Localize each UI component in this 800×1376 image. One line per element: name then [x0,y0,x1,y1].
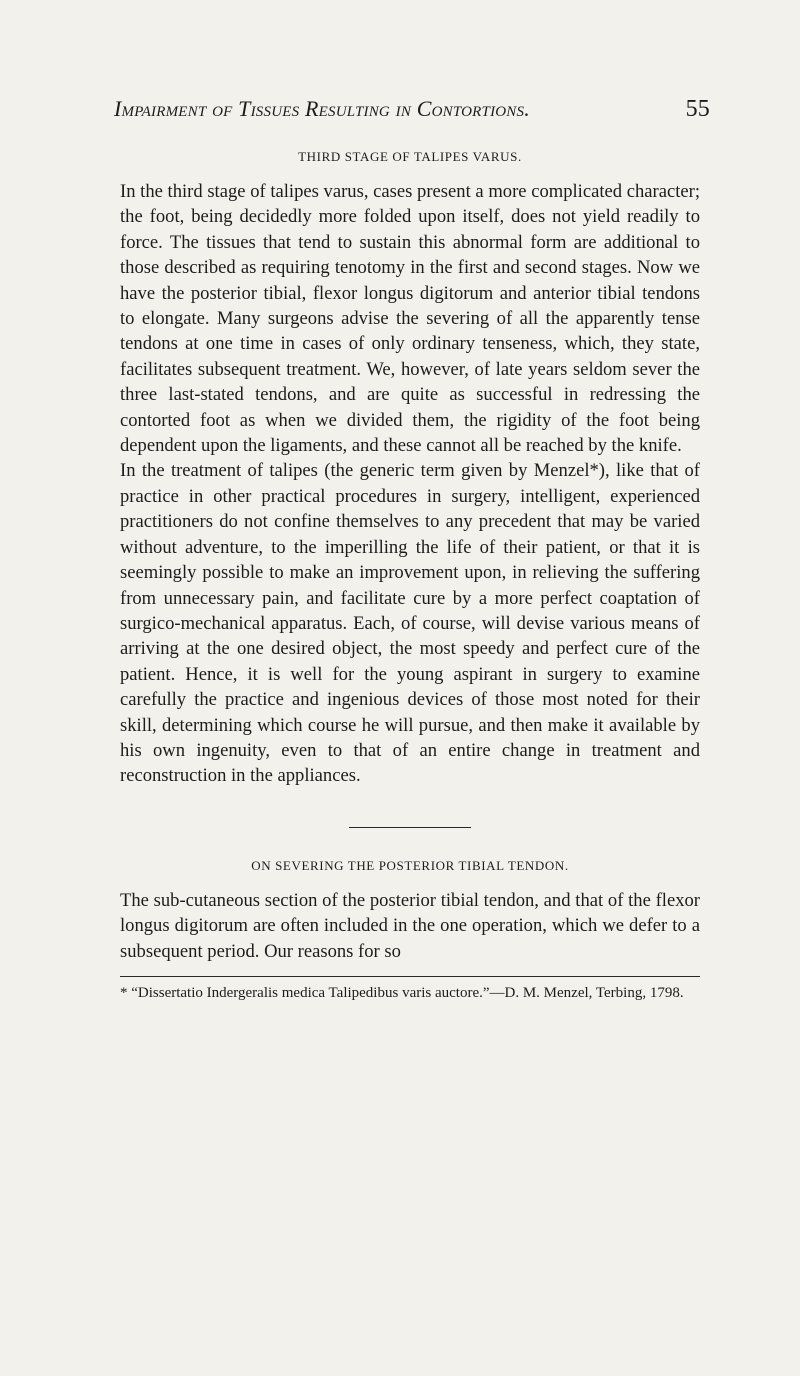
page-number: 55 [685,96,710,122]
running-head [114,96,710,123]
footnote: * “Dissertatio Indergeralis medica Talipedibus varis auctore.”—D. M. Menzel, Terbing, 1798. [120,984,684,1001]
paragraph-subcutaneous-section: The sub-cutaneous section of the posterior tibial tendon, and that of the flexor longus digitorum are often included in the one operation, which we defer to a subsequent period. Our reasons for so [120,889,700,962]
section-divider [349,827,471,828]
section-heading-posterior-tibial: ON SEVERING THE POSTERIOR TIBIAL TENDON. [251,857,569,873]
paragraph-third-stage: In the third stage of talipes varus, cases present a more complicated character; the foot, being decidedly more folded upon itself, does not yield readily to force. The tissues that tend to sustain this abnormal form are additional to those described as requiring tenotomy in the first and second stages. Now we have the posterior tibial, flexor longus digitorum and anterior tibial tendons to elongate. Many surgeons advise the severing of all the apparently tense tendons at one time in cases of only ordinary tenseness, which, they state, facilitates subsequent treatment. We, however, of late years seldom sever the three last-stated tendons, and are quite as successful in redressing the contorted foot as when we divided them, the rigidity of the foot being dependent upon the ligaments, and these cannot all be reached by the knife. [120,181,700,457]
footnote-divider [120,976,700,977]
paragraph-treatment: In the treatment of talipes (the generic term given by Menzel*), like that of practice in other practical procedures in surgery, intelligent, experienced practitioners do not confine themselves to any precedent that may be varied without adventure, to the imperilling the life of their patient, or that it is seemingly possible to make an improvement upon, in relieving the suffering from unnecessary pain, and facilitate cure by a more perfect coaptation of surgico-mechanical apparatus. Each, of course, will devise various means of arriving at the one desired object, the most speedy and perfect cure of the patient. Hence, it is well for the young aspirant in surgery to examine carefully the practice and ingenious devices of those most noted for their skill, determining which course he will pursue, and then make it available by his own ingenuity, even to that of an entire change in treatment and reconstruction in the appliances. [120,460,700,787]
running-head-title: Impairment of Tissues Resulting in Contortions. [114,96,530,121]
book-page [114,96,710,1004]
section-heading-third-stage: THIRD STAGE OF TALIPES VARUS. [298,149,522,164]
